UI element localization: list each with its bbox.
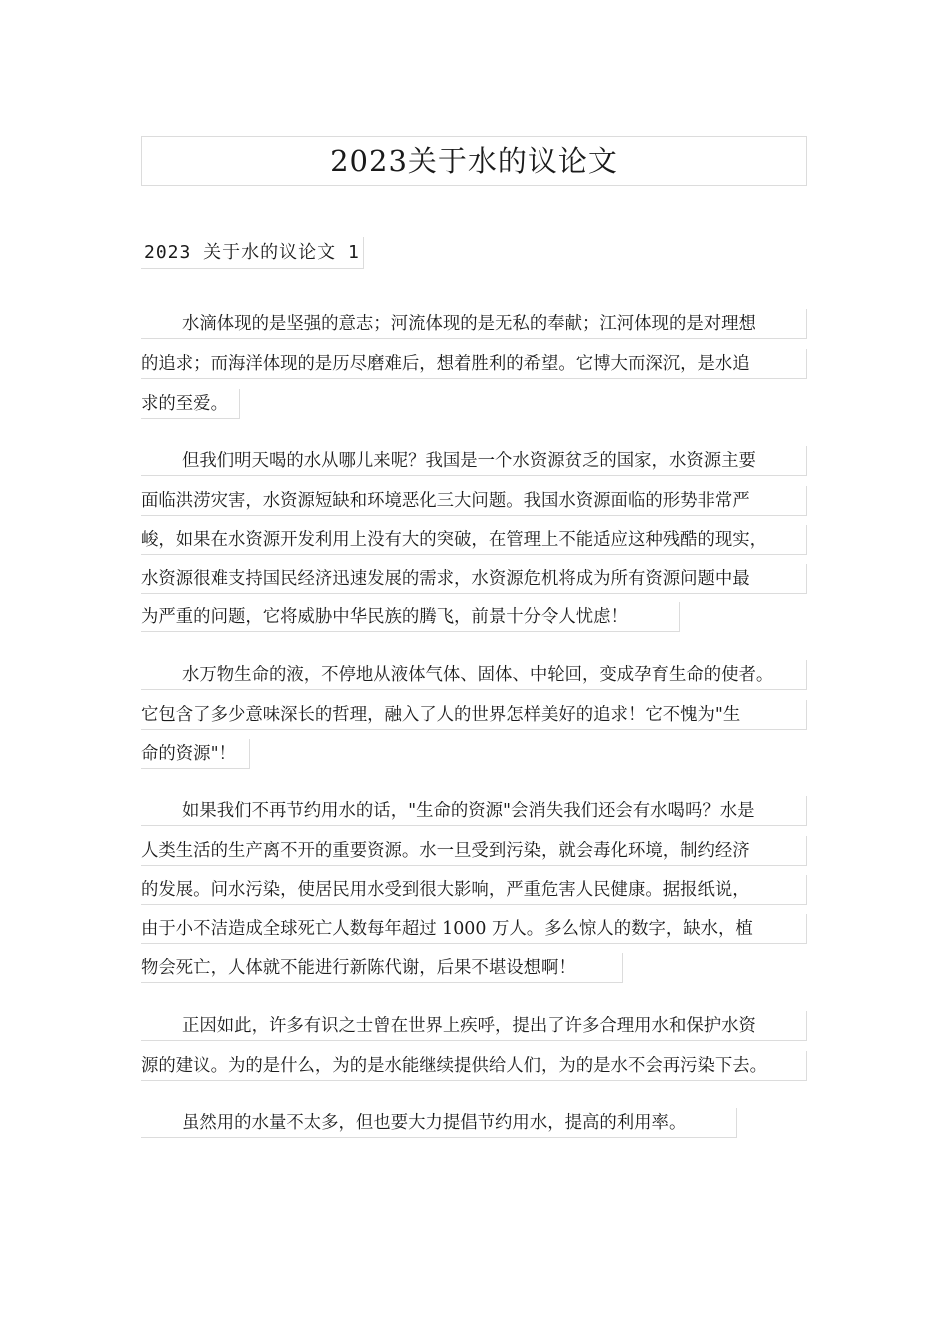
text-line: 但我们明天喝的水从哪儿来呢？我国是一个水资源贫乏的国家，水资源主要 [141, 446, 807, 476]
text-line: 源的建议。为的是什么，为的是水能继续提供给人们，为的是水不会再污染下去。 [141, 1051, 807, 1081]
document-title: 2023关于水的议论文 [141, 136, 807, 186]
text-line: 为严重的问题，它将威胁中华民族的腾飞，前景十分令人忧虑！ [141, 602, 680, 632]
text-line: 求的至爱。 [141, 389, 240, 419]
text-line: 命的资源"！ [141, 739, 250, 769]
text-line: 物会死亡，人体就不能进行新陈代谢，后果不堪设想啊！ [141, 953, 623, 983]
text-line: 虽然用的水量不太多，但也要大力提倡节约用水，提高的利用率。 [141, 1108, 737, 1138]
text-line: 的追求；而海洋体现的是历尽磨难后，想着胜利的希望。它博大而深沉，是水追 [141, 349, 807, 379]
text-line: 的发展。问水污染，使居民用水受到很大影响，严重危害人民健康。据报纸说， [141, 875, 807, 905]
text-line: 水滴体现的是坚强的意志；河流体现的是无私的奉献；江河体现的是对理想 [141, 309, 807, 339]
text-line: 峻，如果在水资源开发利用上没有大的突破，在管理上不能适应这种残酷的现实， [141, 525, 807, 555]
text-line: 水资源很难支持国民经济迅速发展的需求，水资源危机将成为所有资源问题中最 [141, 564, 807, 594]
text-line: 如果我们不再节约用水的话，"生命的资源"会消失我们还会有水喝吗？水是 [141, 796, 807, 826]
text-line: 它包含了多少意味深长的哲理，融入了人的世界怎样美好的追求！它不愧为"生 [141, 700, 807, 730]
text-line: 水万物生命的液，不停地从液体气体、固体、中轮回，变成孕育生命的使者。 [141, 660, 807, 690]
text-line: 人类生活的生产离不开的重要资源。水一旦受到污染，就会毒化环境，制约经济 [141, 836, 807, 866]
text-line: 面临洪涝灾害，水资源短缺和环境恶化三大问题。我国水资源面临的形势非常严 [141, 486, 807, 516]
text-line: 由于小不洁造成全球死亡人数每年超过 1000 万人。多么惊人的数字，缺水，植 [141, 914, 807, 944]
text-line: 正因如此，许多有识之士曾在世界上疾呼，提出了许多合理用水和保护水资 [141, 1011, 807, 1041]
section-heading: 2023 关于水的议论文 1 [141, 237, 364, 269]
